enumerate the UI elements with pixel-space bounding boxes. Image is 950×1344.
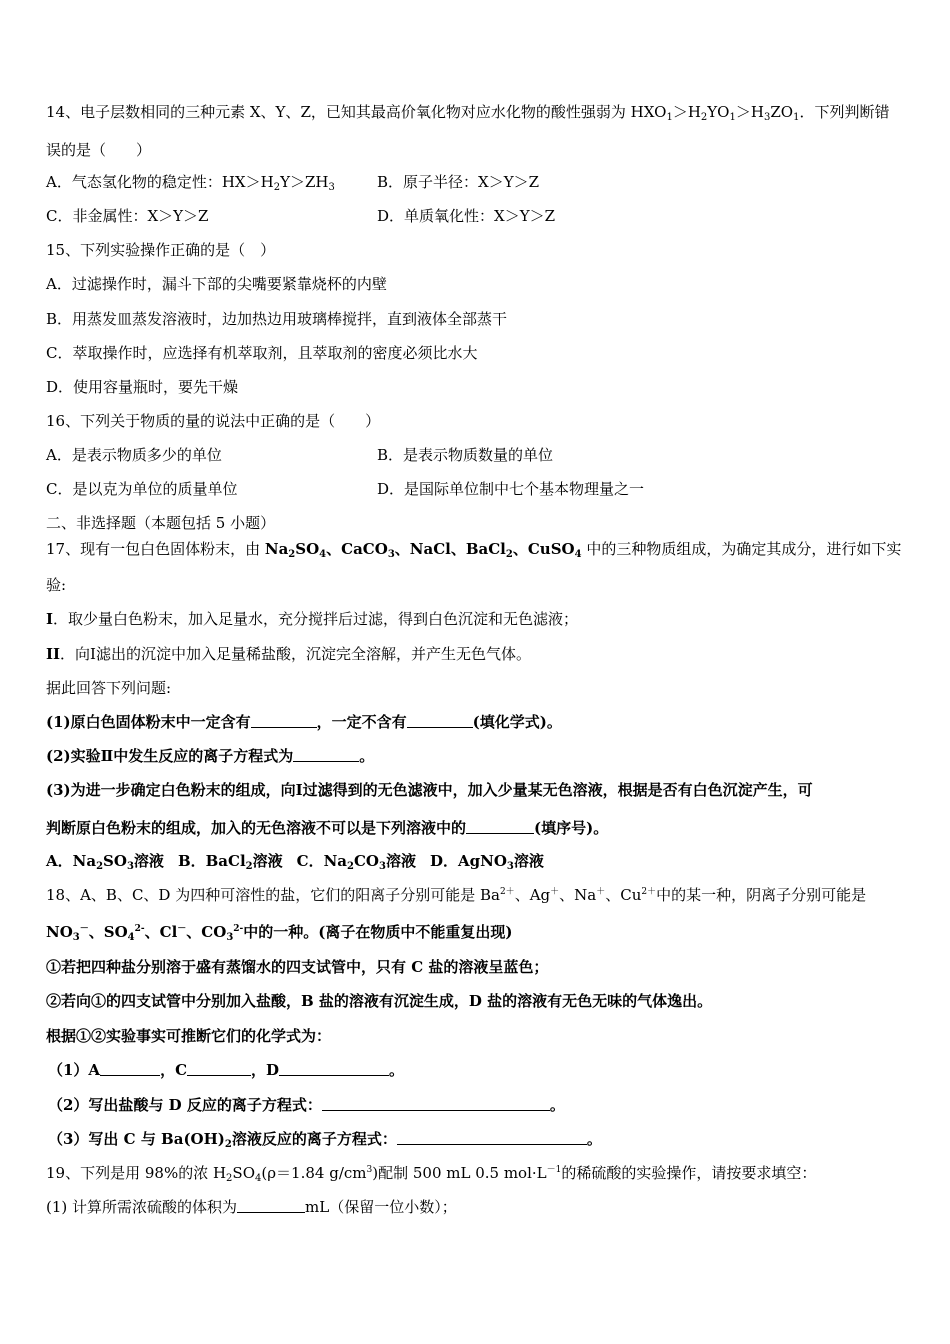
subscript: 3 [763, 112, 771, 123]
part-text: 。 [549, 1096, 565, 1114]
ion-text: NO [46, 923, 73, 941]
superscript: ＋ [596, 887, 606, 897]
subscript: 3 [72, 932, 80, 943]
q17-option-d [430, 852, 544, 870]
answer-blank[interactable] [293, 747, 359, 762]
formula-text: SO [295, 540, 320, 558]
option-text: 溶液 [513, 852, 544, 870]
subscript: 4 [574, 549, 582, 560]
part-text: （2）写出盐酸与 D 反应的离子方程式： [48, 1096, 322, 1114]
q14-stem-text: ＞H [672, 103, 701, 121]
q18-condition-2: ②若向①的四支试管中分别加入盐酸，B 盐的溶液有沉淀生成，D 盐的溶液有无色无味的气体逸出。 [46, 992, 713, 1010]
part-text: ，C [160, 1061, 188, 1079]
q18-stem-line1 [46, 885, 866, 905]
part-text: 。 [389, 1061, 405, 1079]
q18-stem-line2 [46, 922, 512, 942]
subscript: 3 [387, 549, 395, 560]
q18-part-3 [48, 1129, 602, 1149]
superscript: ＋ [550, 887, 560, 897]
answer-blank[interactable] [187, 1061, 251, 1076]
ion-text: 、CO [186, 923, 227, 941]
option-text: 溶液 [133, 852, 164, 870]
subscript: 2 [273, 182, 281, 193]
part-text: （3）写出 C 与 Ba(OH) [48, 1130, 225, 1148]
part-text: ，一定不含有 [316, 713, 407, 731]
q18-stem-text: 、Cu [605, 886, 642, 904]
part-text: (1) 计算所需浓硫酸的体积为 [46, 1198, 238, 1216]
part-text: （1）A [48, 1061, 101, 1079]
part-text: (1)原白色固体粉末中一定含有 [46, 713, 251, 731]
q19-stem-text: SO [232, 1164, 255, 1182]
option-text: A．气态氢化物的稳定性：HX＞H [46, 173, 274, 191]
q19-stem-text: )配制 500 mL 0.5 mol·L [372, 1164, 547, 1182]
part-text: 。 [586, 1130, 602, 1148]
part-text: (填序号)。 [534, 819, 609, 837]
superscript: － [79, 924, 89, 934]
option-text: D．AgNO [429, 852, 507, 870]
step-text: ．取少量白色粉末，加入足量水，充分搅拌后过滤，得到白色沉淀和无色滤液； [53, 610, 579, 628]
q17-step-2 [46, 644, 531, 664]
subscript: 2 [288, 549, 296, 560]
step-number: II [46, 645, 61, 663]
formula-text: 、CuSO [512, 540, 575, 558]
option-text: 溶液 [385, 852, 416, 870]
q14-stem-line2: 误的是（ ） [46, 141, 152, 159]
q15-stem: 15、下列实验操作正确的是（ ） [46, 241, 276, 259]
option-text: C．Na [296, 852, 348, 870]
q19-stem-text: 19、下列是用 98%的浓 H [46, 1164, 227, 1182]
step-text: ．向Ⅰ滤出的沉淀中加入足量稀盐酸，沉淀完全溶解，并产生无色气体。 [60, 645, 531, 663]
subscript: 3 [126, 861, 134, 872]
q18-stem-text: 、Ag [514, 886, 551, 904]
q15-option-b: B．用蒸发皿蒸发溶液时，边加热边用玻璃棒搅拌，直到液体全部蒸干 [46, 310, 508, 328]
q18-stem-text: 、Na [559, 886, 597, 904]
q17-part-3-line2 [46, 818, 608, 838]
q14-stem-text: 14、电子层数相同的三种元素 X、Y、Z，已知其最高价氧化物对应水化物的酸性强弱为 HXO [46, 103, 667, 121]
q19-stem-text: 的稀硫酸的实验操作，请按要求填空： [561, 1164, 817, 1182]
q14-option-d: D．单质氧化性：X＞Y＞Z [377, 207, 556, 225]
subscript: 3 [506, 861, 514, 872]
part-text: 判断原白色粉末的组成，加入的无色溶液不可以是下列溶液中的 [46, 819, 467, 837]
q19-stem-text: (ρ＝1.84 g/cm [261, 1164, 367, 1182]
subscript: 3 [226, 932, 234, 943]
answer-blank[interactable] [100, 1061, 160, 1076]
q14-option-a [46, 172, 335, 192]
q16-option-b: B．是表示物质数量的单位 [377, 446, 554, 464]
q18-stem-text: 中的一种。(离子在物质中不能重复出现) [243, 923, 513, 941]
q17-stem-text: 17、现有一包白色固体粉末，由 [46, 540, 265, 558]
subscript: 2 [245, 861, 253, 872]
q15-option-c: C．萃取操作时，应选择有机萃取剂，且萃取剂的密度必须比水大 [46, 344, 478, 362]
part-text: mL（保留一位小数）； [305, 1198, 457, 1216]
answer-blank[interactable] [251, 713, 317, 728]
q18-part-1 [48, 1060, 404, 1080]
q17-stem-text: 中的三种物质组成，为确定其成分，进行如下实 [581, 540, 902, 558]
q14-stem-text: ＞H [735, 103, 764, 121]
q14-stem-text: ．下列判断错 [799, 103, 890, 121]
formula-text: Na [264, 540, 289, 558]
ion-text: 、Cl [144, 923, 178, 941]
option-text: CO [353, 852, 379, 870]
answer-blank[interactable] [407, 713, 473, 728]
subscript: 3 [328, 182, 335, 193]
part-text: 。 [359, 747, 375, 765]
subscript: 1 [729, 112, 736, 123]
q18-inference: 根据①②实验事实可推断它们的化学式为： [46, 1027, 332, 1045]
q17-part-1 [46, 712, 562, 732]
option-text: SO [103, 852, 127, 870]
subscript: 1 [793, 112, 800, 123]
option-text: Y＞ZH [280, 173, 329, 191]
answer-blank[interactable] [237, 1198, 305, 1213]
subscript: 2 [505, 549, 513, 560]
subscript: 2 [224, 1139, 232, 1150]
q19-stem [46, 1163, 816, 1183]
subscript: 4 [319, 549, 327, 560]
q17-option-b [178, 852, 283, 870]
formula-text: 、NaCl、BaCl [394, 540, 506, 558]
part-text: 溶液反应的离子方程式： [231, 1130, 397, 1148]
q17-stem-line1 [46, 539, 901, 559]
q16-option-d: D．是国际单位制中七个基本物理量之一 [377, 480, 645, 498]
q14-stem-text: ZO [770, 103, 794, 121]
part-text: (2)实验Ⅱ中发生反应的离子方程式为 [46, 747, 294, 765]
superscript: 2- [233, 924, 244, 934]
q14-option-b: B．原子半径：X＞Y＞Z [377, 173, 540, 191]
q17-option-c [297, 852, 416, 870]
q14-stem-line1 [46, 102, 889, 122]
superscript: 2- [134, 924, 145, 934]
step-number: I [46, 610, 54, 628]
subscript: 2 [96, 861, 104, 872]
q15-option-a: A．过滤操作时，漏斗下部的尖嘴要紧靠烧杯的内壁 [46, 275, 387, 293]
ion-text: 、SO [88, 923, 128, 941]
part-text: (填化学式)。 [472, 713, 562, 731]
subscript: 2 [347, 861, 354, 872]
subscript: 4 [255, 1173, 262, 1184]
answer-blank[interactable] [322, 1096, 550, 1111]
q17-option-a [46, 852, 164, 870]
answer-blank[interactable] [466, 819, 534, 834]
part-text: ，D [251, 1061, 280, 1079]
q18-condition-1: ①若把四种盐分别溶于盛有蒸馏水的四支试管中，只有 C 盐的溶液呈蓝色； [46, 958, 549, 976]
answer-blank[interactable] [279, 1061, 389, 1076]
superscript: 3 [366, 1165, 373, 1175]
superscript: 2＋ [499, 887, 515, 897]
q19-part-1 [46, 1197, 457, 1217]
q17-answer-intro: 据此回答下列问题: [46, 679, 172, 697]
subscript: 1 [666, 112, 673, 123]
superscript: －1 [546, 1165, 562, 1175]
option-text: B．BaCl [177, 852, 246, 870]
q18-stem-text: 中的某一种，阴离子分别可能是 [656, 886, 867, 904]
q18-stem-text: 18、A、B、C、D 为四种可溶性的盐，它们的阳离子分别可能是 Ba [46, 886, 500, 904]
section-heading: 二、非选择题（本题包括 5 小题） [46, 514, 276, 532]
q16-stem: 16、下列关于物质的量的说法中正确的是（ ） [46, 412, 381, 430]
superscript: 2＋ [641, 887, 657, 897]
q17-step-1 [46, 609, 578, 629]
option-text: 溶液 [252, 852, 283, 870]
q17-part-3-line1: (3)为进一步确定白色粉末的组成，向Ⅰ过滤得到的无色滤液中，加入少量某无色溶液，根据是否有白色沉淀产生，可 [46, 781, 813, 799]
q18-part-2 [48, 1095, 565, 1115]
q17-part-2 [46, 746, 374, 766]
q14-option-c: C．非金属性：X＞Y＞Z [46, 207, 209, 225]
subscript: 2 [226, 1173, 233, 1184]
formula-group [265, 540, 326, 558]
q16-option-c: C．是以克为单位的质量单位 [46, 480, 238, 498]
formula-text: 、CaCO [326, 540, 388, 558]
superscript: － [177, 924, 187, 934]
q14-stem-text: YO [707, 103, 730, 121]
q17-stem-line2: 验: [46, 576, 67, 594]
subscript: 3 [379, 861, 386, 872]
q17-options [46, 851, 544, 871]
q15-option-d: D．使用容量瓶时，要先干燥 [46, 378, 239, 396]
subscript: 2 [700, 112, 708, 123]
q16-option-a: A．是表示物质多少的单位 [46, 446, 222, 464]
answer-blank[interactable] [397, 1130, 587, 1145]
option-text: A．Na [46, 852, 97, 870]
subscript: 4 [127, 932, 135, 943]
